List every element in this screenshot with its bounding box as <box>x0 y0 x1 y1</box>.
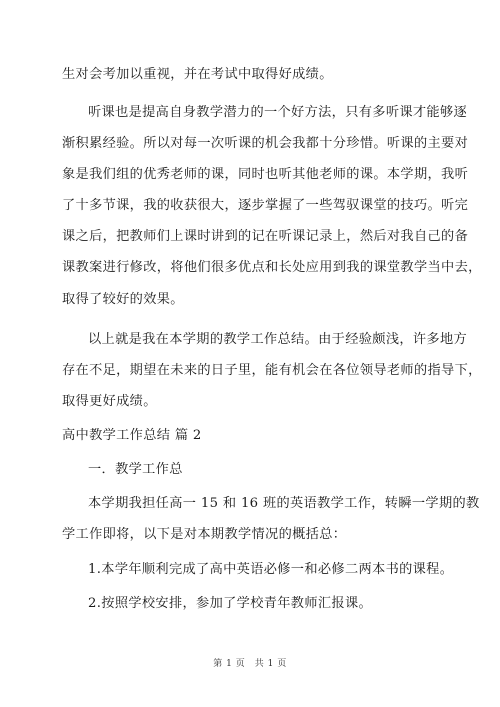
page-footer: 第 1 页 共 1 页 <box>213 659 287 669</box>
paragraph-line: 听课也是提高自身教学潜力的一个好方法，只有多听课才能够逐 <box>88 105 468 120</box>
paragraph-line: 课之后，把教师们上课时讲到的记在听课记录上，然后对我自己的备 <box>62 229 469 244</box>
paragraph-line: 生对会考加以重视，并在考试中取得好成绩。 <box>62 67 333 82</box>
paragraph-line: 以上就是我在本学期的教学工作总结。由于经验颇浅，许多地方 <box>88 332 468 347</box>
paragraph-line: 学工作即将，以下是对本期教学情况的概括总： <box>62 527 347 542</box>
paragraph-line: 课教案进行修改，将他们很多优点和长处应用到我的课堂教学当中去， <box>62 260 482 275</box>
subsection-heading: 一．教学工作总 <box>88 462 183 477</box>
paragraph-line: 渐积累经验。所以对每一次听课的机会我都十分珍惜。听课的主要对 <box>62 136 469 151</box>
paragraph-line: 了十多节课，我的收获很大，逐步掌握了一些驾驭课堂的技巧。听完 <box>62 198 469 213</box>
list-item: 1.本学年顺利完成了高中英语必修一和必修二两本书的课程。 <box>88 562 454 577</box>
paragraph-line: 象是我们组的优秀老师的课，同时也听其他老师的课。本学期，我听 <box>62 167 469 182</box>
paragraph-line: 取得更好成绩。 <box>62 394 157 409</box>
list-item: 2.按照学校安排，参加了学校青年教师汇报课。 <box>88 596 373 611</box>
paragraph-line: 取得了较好的效果。 <box>62 292 184 307</box>
section-heading: 高中教学工作总结 篇 2 <box>62 428 202 443</box>
paragraph-line: 存在不足，期望在未来的日子里，能有机会在各位领导老师的指导下， <box>62 363 482 378</box>
paragraph-line: 本学期我担任高一 15 和 16 班的英语教学工作，转瞬一学期的教 <box>88 496 480 511</box>
